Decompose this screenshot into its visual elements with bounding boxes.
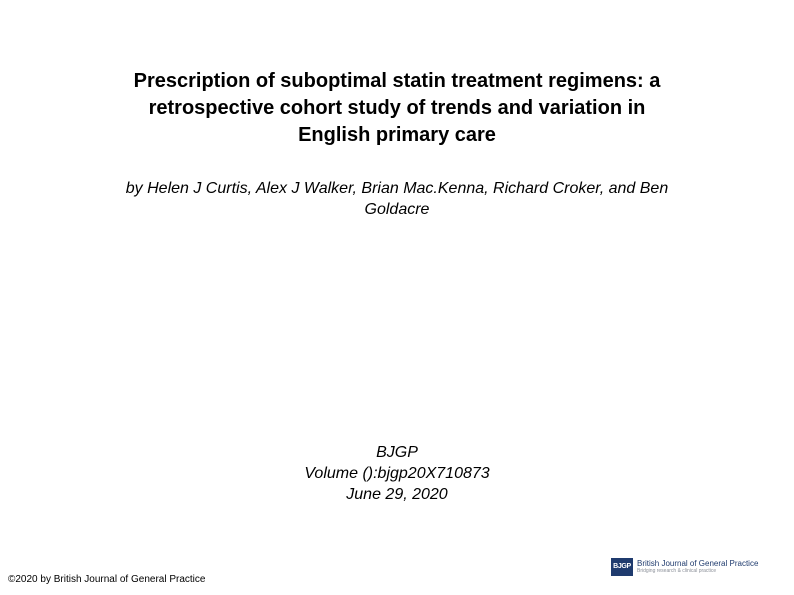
- article-title: [40, 68, 754, 149]
- logo-text: [637, 559, 758, 575]
- logo-tagline: Bridging research & clinical practice: [637, 568, 717, 574]
- volume-identifier: Volume ():bjgp20X710873: [304, 465, 490, 482]
- journal-logo: [611, 557, 759, 577]
- journal-abbreviation: BJGP: [376, 444, 418, 461]
- citation-block: [200, 442, 594, 505]
- title-line-1: Prescription of suboptimal statin treatment regimens: a: [133, 70, 661, 92]
- author-list: [40, 178, 754, 220]
- copyright-notice: ©2020 by British Journal of General Practice: [8, 574, 206, 585]
- logo-journal-name: British Journal of General Practice: [637, 559, 759, 568]
- title-line-2: retrospective cohort study of trends and variation in: [148, 97, 646, 119]
- author-line-1: by Helen J Curtis, Alex J Walker, Brian Mac.Kenna, Richard Croker, and Ben: [125, 180, 669, 197]
- publication-date: June 29, 2020: [346, 486, 448, 503]
- title-line-3: English primary care: [298, 124, 496, 146]
- bjgp-logo-icon: BJGP: [611, 558, 633, 576]
- author-line-2: Goldacre: [364, 201, 430, 218]
